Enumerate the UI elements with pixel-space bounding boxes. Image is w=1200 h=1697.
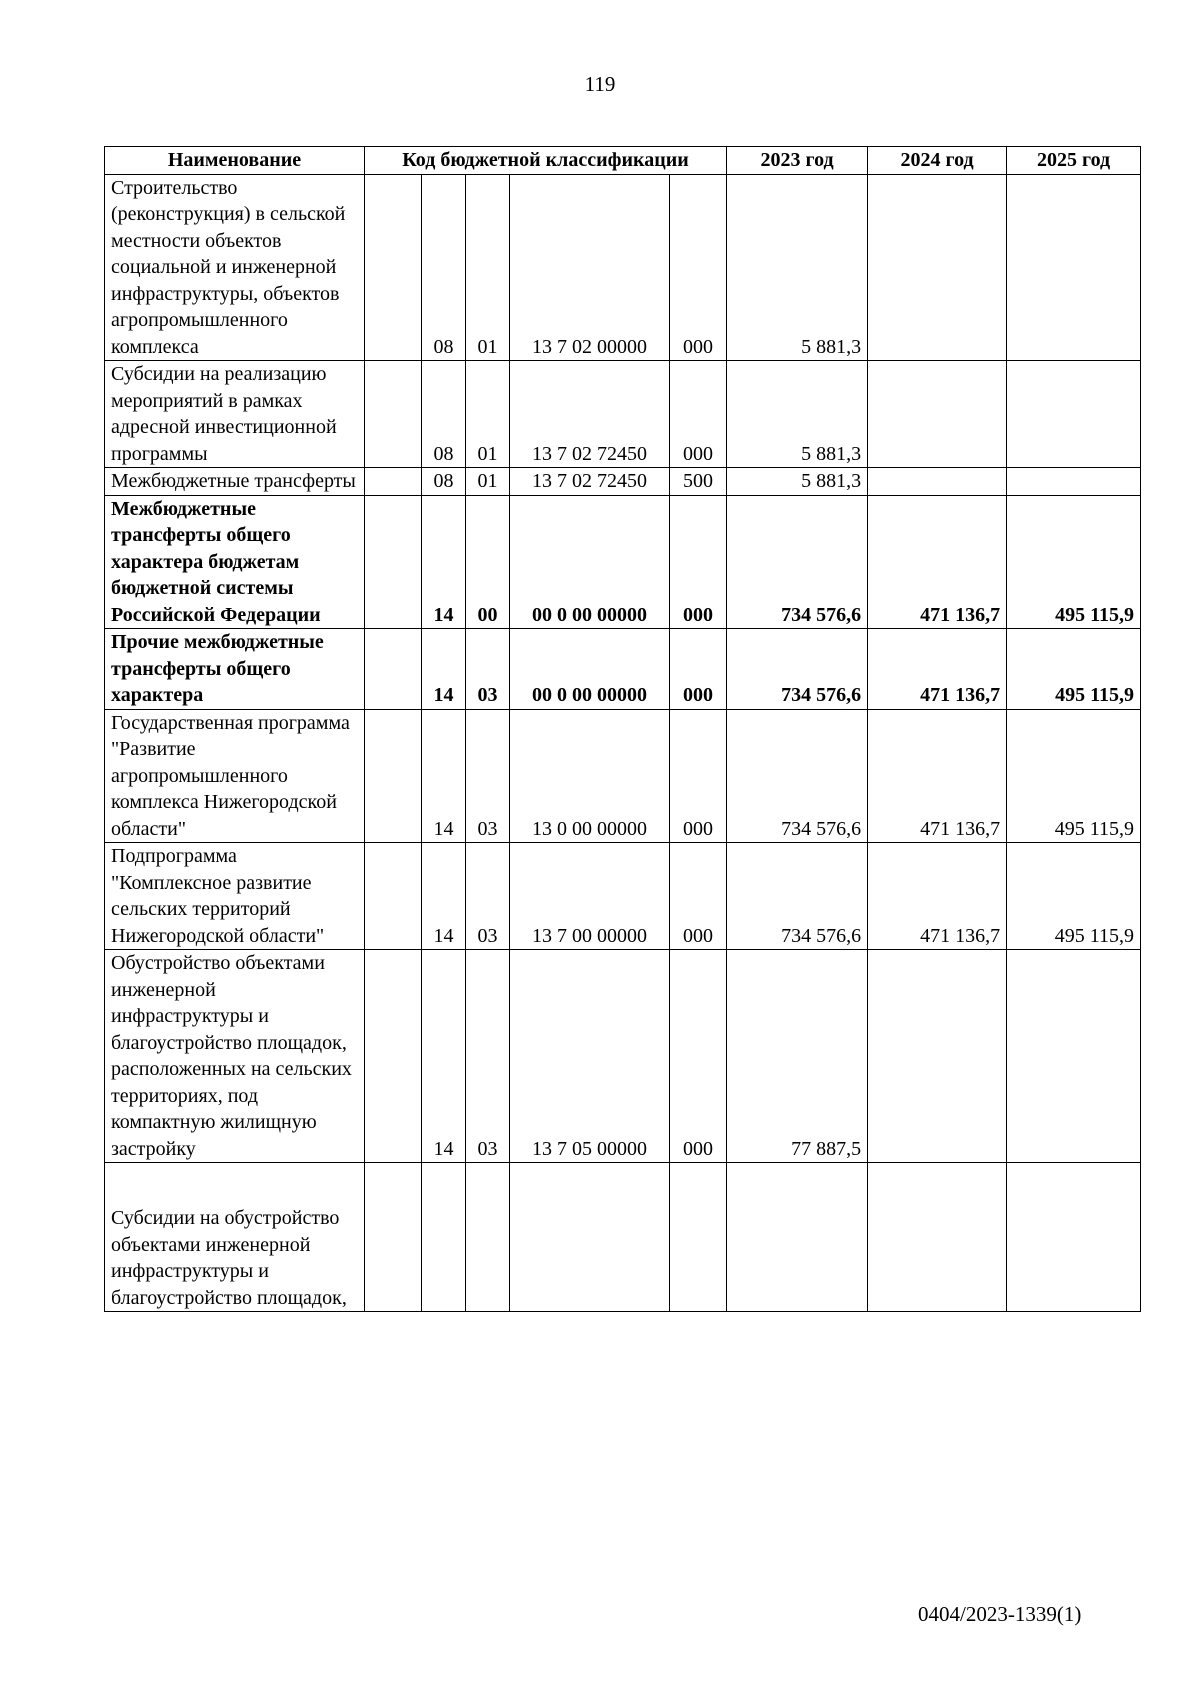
row-2024: 471 136,7 xyxy=(868,629,1007,710)
row-2024: 471 136,7 xyxy=(868,709,1007,843)
budget-table xyxy=(104,146,1141,1312)
row-blank xyxy=(365,174,422,361)
row-target-code: 00 0 00 00000 xyxy=(510,629,670,710)
row-2025 xyxy=(1007,468,1141,496)
row-2025: 495 115,9 xyxy=(1007,843,1141,950)
row-subsection: 01 xyxy=(466,468,510,496)
header-row xyxy=(105,147,1141,175)
row-subsection: 03 xyxy=(466,709,510,843)
page-number: 119 xyxy=(584,72,616,96)
row-expense-type: 500 xyxy=(670,468,727,496)
row-2024: 471 136,7 xyxy=(868,495,1007,629)
row-2025 xyxy=(1007,174,1141,361)
row-target-code: 00 0 00 00000 xyxy=(510,495,670,629)
row-2024: 471 136,7 xyxy=(868,843,1007,950)
row-expense-type: 000 xyxy=(670,629,727,710)
row-expense-type: 000 xyxy=(670,361,727,468)
row-blank xyxy=(365,361,422,468)
row-target-code: 13 7 00 00000 xyxy=(510,843,670,950)
table-row xyxy=(105,1163,1141,1312)
row-expense-type: 000 xyxy=(670,174,727,361)
row-2023: 5 881,3 xyxy=(727,468,868,496)
table-row xyxy=(105,495,1141,629)
row-2024 xyxy=(868,468,1007,496)
row-blank xyxy=(365,709,422,843)
row-blank xyxy=(365,495,422,629)
row-2023: 734 576,6 xyxy=(727,709,868,843)
row-section xyxy=(422,1163,466,1312)
row-2023: 734 576,6 xyxy=(727,495,868,629)
row-2025 xyxy=(1007,361,1141,468)
row-2025: 495 115,9 xyxy=(1007,709,1141,843)
table-row xyxy=(105,629,1141,710)
row-name: Субсидии на обустройство объектами инженерной инфраструктуры и благоустройство площадок, xyxy=(105,1163,365,1312)
row-2025 xyxy=(1007,1163,1141,1312)
row-blank xyxy=(365,950,422,1163)
row-section: 08 xyxy=(422,468,466,496)
row-section: 14 xyxy=(422,843,466,950)
row-2025 xyxy=(1007,950,1141,1163)
header-code: Код бюджетной классификации xyxy=(365,147,727,175)
row-expense-type xyxy=(670,1163,727,1312)
row-name: Государственная программа "Развитие агропромышленного комплекса Нижегородской области" xyxy=(105,709,365,843)
row-section: 14 xyxy=(422,495,466,629)
header-2023: 2023 год xyxy=(727,147,868,175)
row-name: Межбюджетные трансферты xyxy=(105,468,365,496)
row-blank xyxy=(365,1163,422,1312)
table-row xyxy=(105,468,1141,496)
row-subsection: 01 xyxy=(466,174,510,361)
row-expense-type: 000 xyxy=(670,950,727,1163)
table-row xyxy=(105,709,1141,843)
row-target-code xyxy=(510,1163,670,1312)
row-target-code: 13 0 00 00000 xyxy=(510,709,670,843)
row-subsection: 03 xyxy=(466,950,510,1163)
row-2023 xyxy=(727,1163,868,1312)
row-2025: 495 115,9 xyxy=(1007,629,1141,710)
row-subsection xyxy=(466,1163,510,1312)
row-section: 08 xyxy=(422,361,466,468)
row-2025: 495 115,9 xyxy=(1007,495,1141,629)
row-name: Субсидии на реализацию мероприятий в рамках адресной инвестиционной программы xyxy=(105,361,365,468)
row-target-code: 13 7 02 72450 xyxy=(510,468,670,496)
row-2024 xyxy=(868,950,1007,1163)
row-target-code: 13 7 02 00000 xyxy=(510,174,670,361)
document-code: 0404/2023-1339(1) xyxy=(918,1602,1082,1626)
row-expense-type: 000 xyxy=(670,843,727,950)
table-row xyxy=(105,950,1141,1163)
row-2023: 734 576,6 xyxy=(727,629,868,710)
row-target-code: 13 7 02 72450 xyxy=(510,361,670,468)
row-subsection: 03 xyxy=(466,629,510,710)
row-subsection: 01 xyxy=(466,361,510,468)
row-expense-type: 000 xyxy=(670,709,727,843)
row-2023: 5 881,3 xyxy=(727,174,868,361)
row-blank xyxy=(365,629,422,710)
row-section: 14 xyxy=(422,709,466,843)
table-row xyxy=(105,174,1141,361)
row-name: Межбюджетные трансферты общего характера бюджетам бюджетной системы Российской Федерации xyxy=(105,495,365,629)
header-name: Наименование xyxy=(105,147,365,175)
row-2023: 5 881,3 xyxy=(727,361,868,468)
row-name: Прочие межбюджетные трансферты общего характера xyxy=(105,629,365,710)
row-section: 14 xyxy=(422,629,466,710)
header-2024: 2024 год xyxy=(868,147,1007,175)
row-section: 08 xyxy=(422,174,466,361)
row-target-code: 13 7 05 00000 xyxy=(510,950,670,1163)
row-expense-type: 000 xyxy=(670,495,727,629)
row-2023: 734 576,6 xyxy=(727,843,868,950)
row-2023: 77 887,5 xyxy=(727,950,868,1163)
row-name: Обустройство объектами инженерной инфраструктуры и благоустройство площадок, расположенных на сельских территориях, под компактную жилищную застройку xyxy=(105,950,365,1163)
row-name: Подпрограмма "Комплексное развитие сельских территорий Нижегородской области" xyxy=(105,843,365,950)
table-row xyxy=(105,361,1141,468)
row-2024 xyxy=(868,174,1007,361)
row-blank xyxy=(365,468,422,496)
table-row xyxy=(105,843,1141,950)
header-2025: 2025 год xyxy=(1007,147,1141,175)
row-name: Строительство (реконструкция) в сельской местности объектов социальной и инженерной инфраструктуры, объектов агропромышленного комплекса xyxy=(105,174,365,361)
row-subsection: 03 xyxy=(466,843,510,950)
row-section: 14 xyxy=(422,950,466,1163)
row-2024 xyxy=(868,1163,1007,1312)
row-2024 xyxy=(868,361,1007,468)
row-subsection: 00 xyxy=(466,495,510,629)
row-blank xyxy=(365,843,422,950)
